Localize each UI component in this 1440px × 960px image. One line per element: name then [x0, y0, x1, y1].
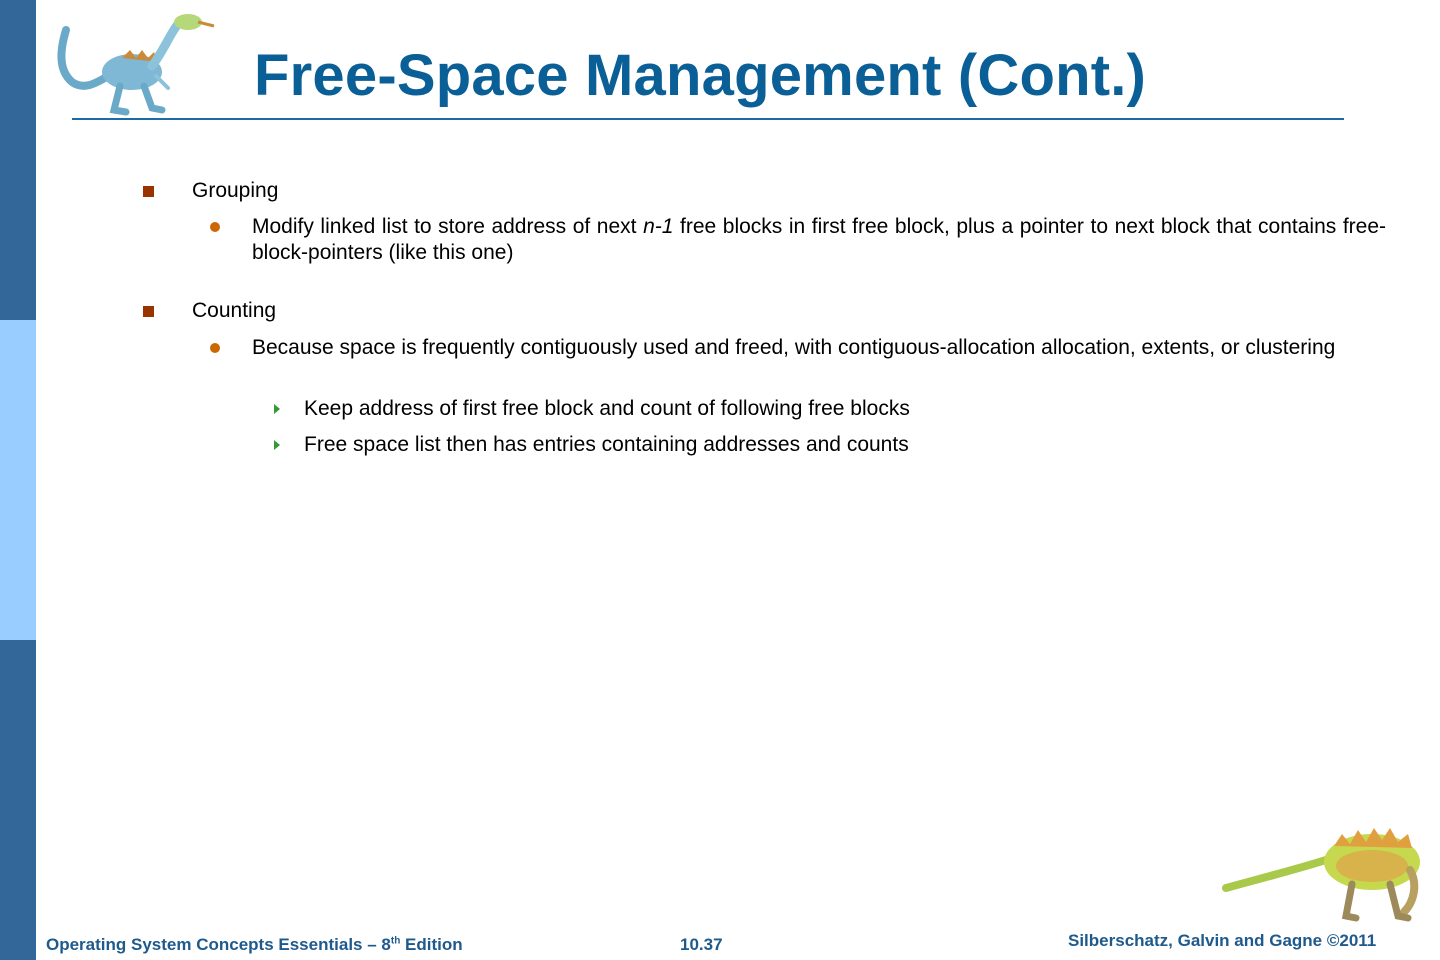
triangle-bullet-icon	[274, 404, 280, 414]
triangle-bullet-icon	[274, 440, 280, 450]
round-bullet-icon	[210, 343, 220, 353]
footer-authors: Silberschatz, Galvin and Gagne ©2011	[1068, 931, 1377, 950]
bullet-text: Keep address of first free block and count of following free blocks	[304, 397, 910, 420]
footer-book-title-tail: Edition	[400, 935, 463, 954]
round-bullet-icon	[210, 222, 220, 232]
bullet-text: Because space is frequently contiguously used and freed, with contiguous-allocation allocation, extents, or clustering	[252, 336, 1336, 359]
slide-title: Free-Space Management (Cont.)	[254, 43, 1147, 108]
square-bullet-icon	[143, 186, 154, 197]
footer-book-title	[46, 935, 463, 955]
square-bullet-icon	[143, 306, 154, 317]
footer-book-title-text: Operating System Concepts Essentials – 8	[46, 935, 391, 954]
text-span: Modify linked list to store address of next	[252, 215, 644, 238]
italic-text-span: n-1	[643, 215, 674, 238]
slide-number: 10.37	[680, 935, 723, 954]
bullet-text: Free space list then has entries containing addresses and counts	[304, 433, 909, 456]
bullet-text: Counting	[192, 299, 277, 322]
text-span: free blocks in first free block, plus a pointer to next block that contains free-block-pointers (like this one)	[252, 215, 1386, 264]
bullet-text: Grouping	[192, 179, 279, 202]
dinosaur-logo-icon	[1222, 818, 1432, 930]
bullet-text	[252, 214, 1386, 266]
footer-superscript: th	[390, 935, 401, 947]
